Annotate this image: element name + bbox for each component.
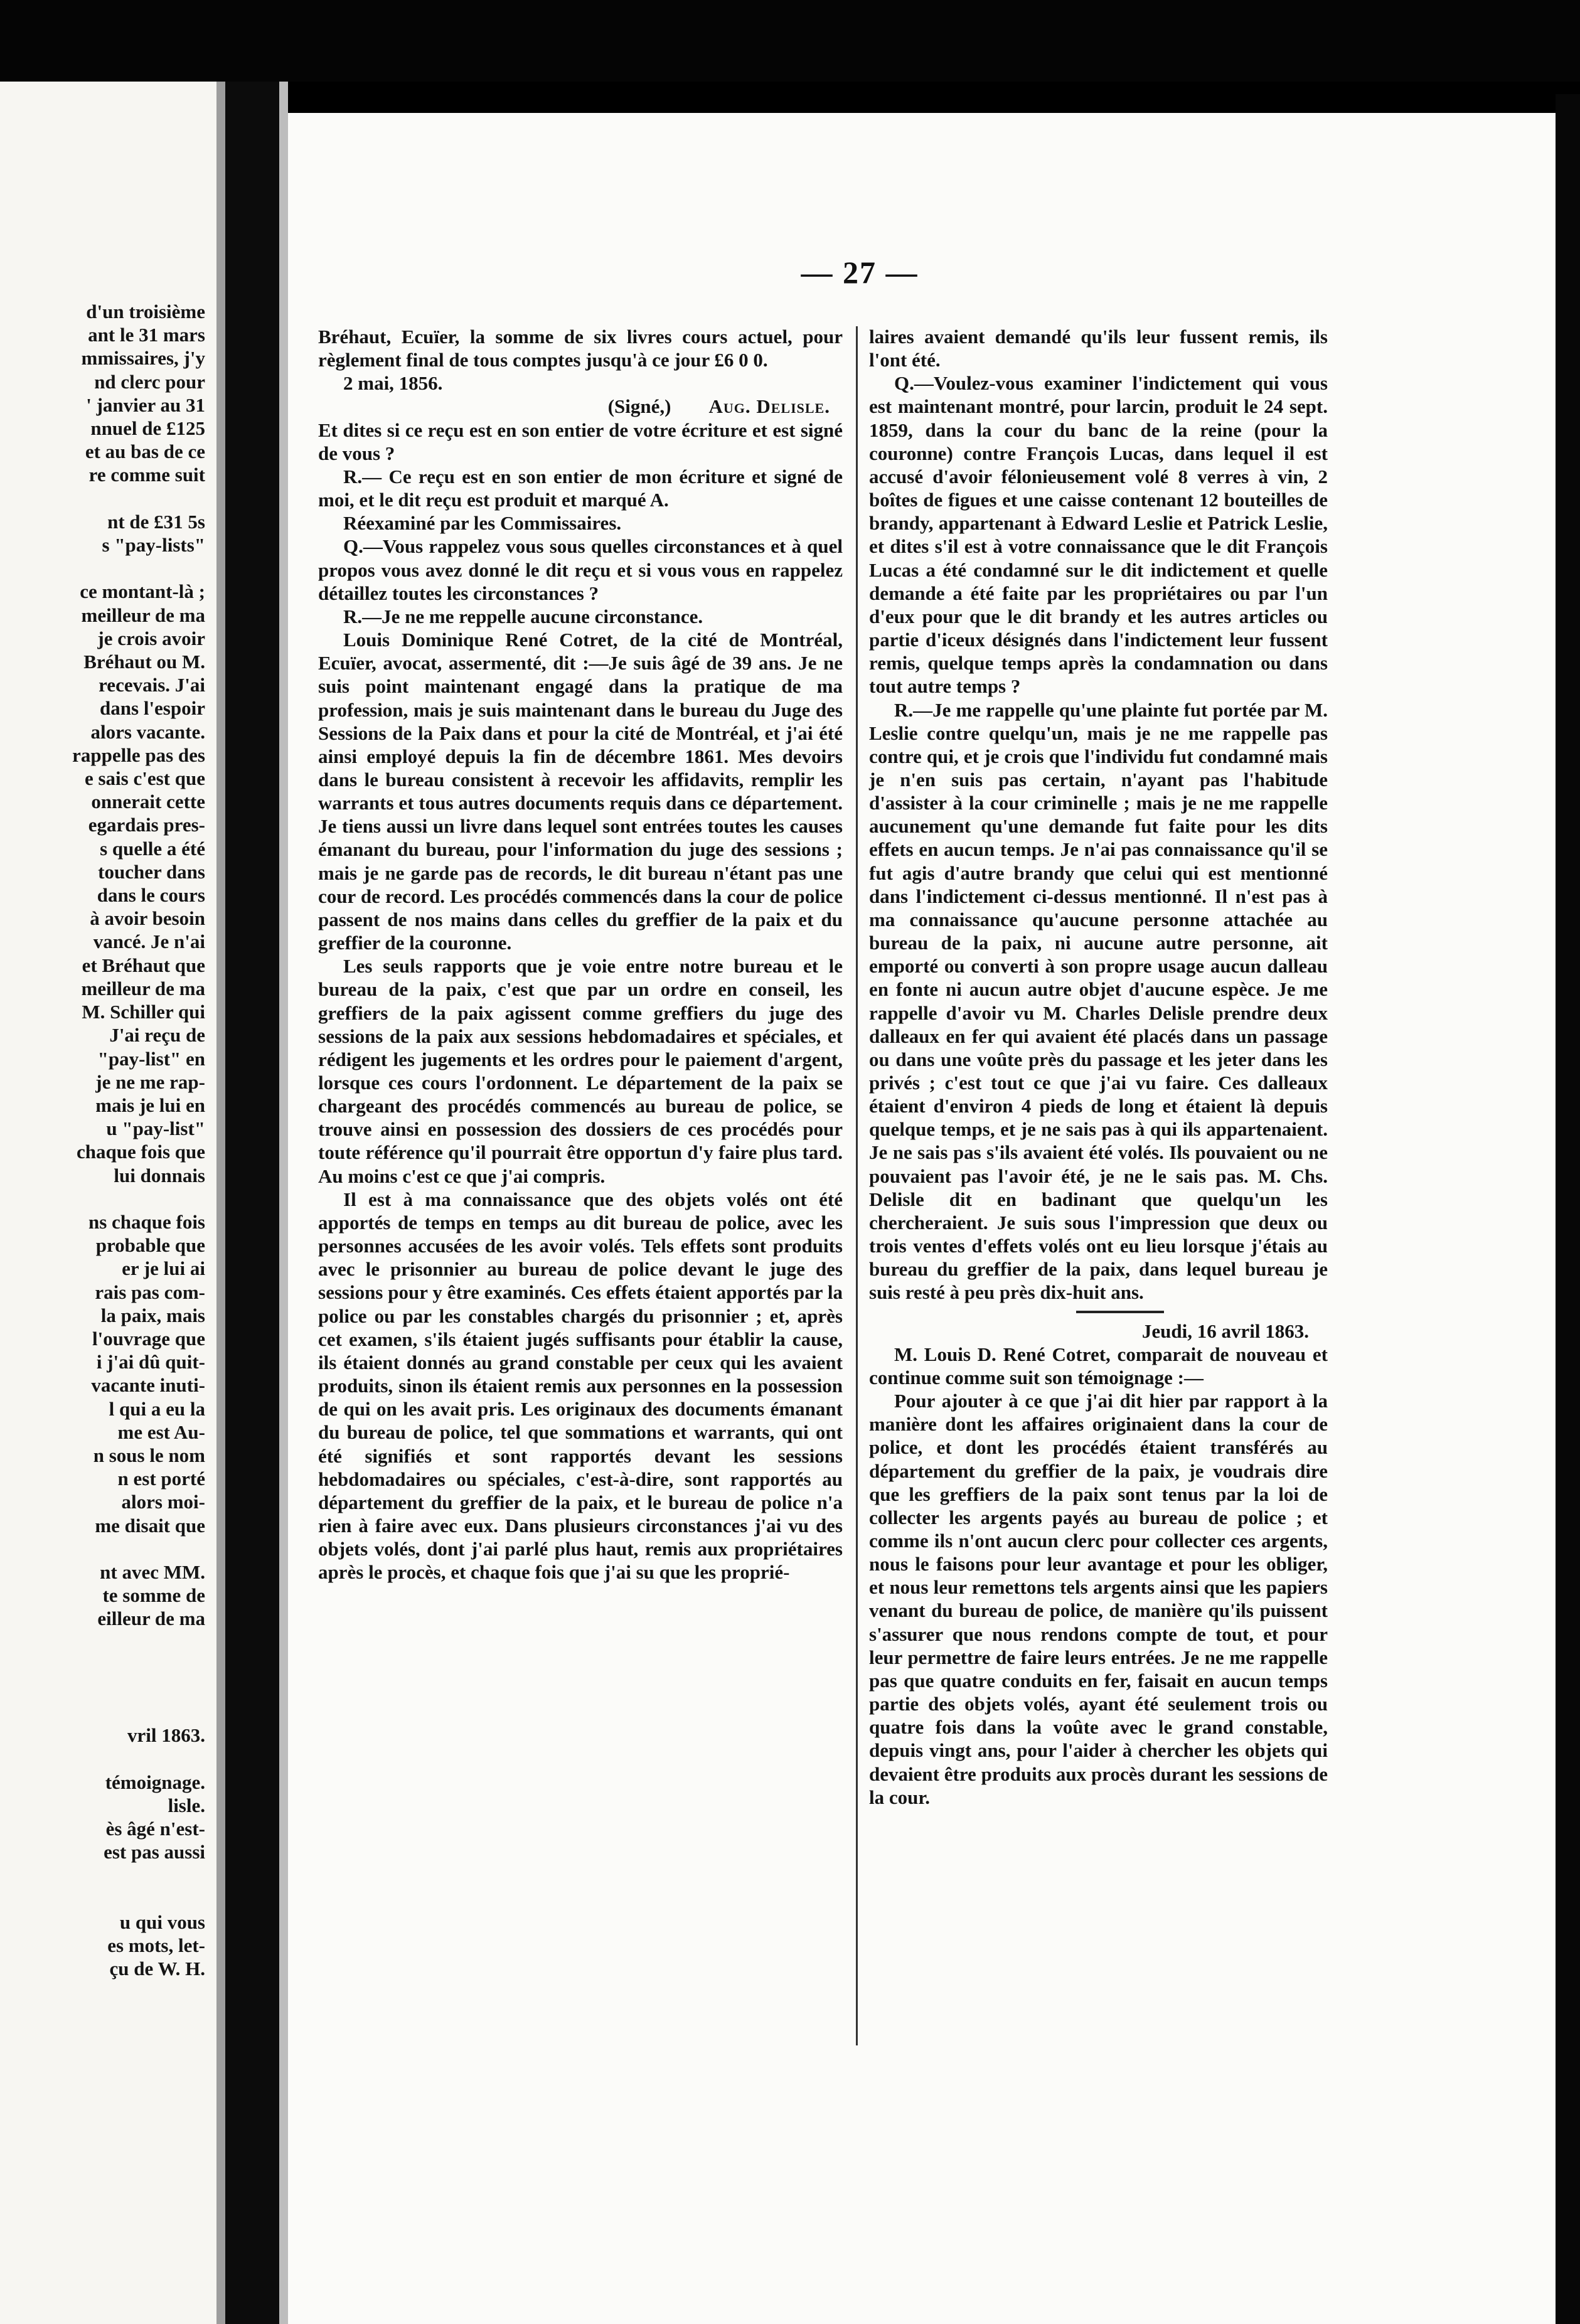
facing-page-line: recevais. J'ai <box>99 674 205 696</box>
facing-page-line: et Bréhaut que <box>82 954 205 976</box>
facing-page-line: l'ouvrage que <box>92 1327 205 1350</box>
text-column-right <box>869 325 1328 1809</box>
facing-page-line: est pas aussi <box>104 1841 205 1863</box>
question-paragraph: Q.—Vous rappelez vous sous quelles circonstances et à quel propos vous avez donné le dit reçu et si vous vous en rappelez détaillez toutes les circonstances ? <box>318 535 843 604</box>
facing-page-line: nnuel de £125 <box>90 417 205 440</box>
facing-page-line: mais je lui en <box>95 1094 205 1116</box>
answer-paragraph: R.—Je me rappelle qu'une plainte fut portée par M. Leslie contre quelqu'un, mais je ne me rappelle pas contre qui, et je crois que l'individu fut condamné mais je n'en suis pas certain, n'ayant pas l'habitude d'assister à la cour criminelle ; mais je ne me rappelle aucunement qu'une demande fut faite pour les dits effets en aucun temps. Je n'ai pas connaissance qu'il se fut agis d'autre brandy que celui qui est mentionné dans l'indictement ci-dessus mentionné. Il n'est pas à ma connaissance qu'aucune personne attachée au bureau de la paix, ni aucune autre personne, ait emporté ou converti à son propre usage aucun dalleau en fonte ni aucun autre objet d'aucune espèce. Je me rappelle d'avoir vu M. Charles Delisle prendre deux dalleaux en fer qui avaient été placés dans un passage ou dans une voûte près du passage et les jeter dans les privés ; c'est tout ce que j'ai vu faire. Ces dalleaux étaient d'environ 4 pieds de long et étaient là depuis quelque temps, et je ne sais pas à qui ils appartenaient. Je ne sais pas s'ils avaient été volés. Ils pouvaient ou ne pouvaient pas l'avoir été, je ne le sais pas. M. Chs. Delisle dit en badinant que quelqu'un les chercheraient. Je suis sous l'impression que deux ou trois ventes d'effets volés ont eu lieu lorsque j'étais au bureau du greffier de la paix, dans lequel bureau je suis resté à peu près dix-huit ans. <box>869 698 1328 1304</box>
facing-page-line: "pay-list" en <box>97 1047 205 1070</box>
facing-page-line: je ne me rap- <box>95 1070 205 1093</box>
testimony-paragraph: Les seuls rapports que je voie entre notre bureau et le bureau de la paix, c'est que par un ordre en conseil, les greffiers de la paix agissent comme greffiers du juge des sessions de la paix aux sessions hebdomadaires et spéciales, et rédigent les jugements et les ordres pour le paiement d'argent, lorsque ces cours l'ordonnent. Le département de la paix se chargeant des procédés commencés au bureau de police, se trouve ainsi en possession des dossiers de ces procédés pour toute référence qu'il pourrait être opportun d'y faire plus tard. Au moins c'est ce que j'ai compris. <box>318 955 843 1187</box>
facing-page-line: ès âgé n'est- <box>105 1818 205 1840</box>
facing-page-line: à avoir besoin <box>90 907 205 930</box>
facing-page-line: er je lui ai <box>122 1257 205 1280</box>
facing-page-line: chaque fois que <box>77 1141 205 1163</box>
facing-page-line: alors moi- <box>121 1491 205 1513</box>
testimony-paragraph: Louis Dominique René Cotret, de la cité de Montréal, Ecuïer, avocat, assermenté, dit :—Je suis âgé de 39 ans. Je ne suis point maintenant engagé dans la pratique de ma profession, mais je suis maintenant dans le bureau du Juge des Sessions de la Paix dans et pour la cité de Montréal, et j'ai été ainsi employé depuis la fin de décembre 1861. Mes devoirs dans le bureau consistent à recevoir les affidavits, remplir les warrants et tous autres documents requis dans ce département. Je tiens aussi un livre dans lequel sont entrées toutes les causes émanant du bureau, pour l'information du juge des sessions ; mais je ne garde pas de records, le dit bureau n'étant pas une cour de record. Les procédés commencés dans la cour de police passent de nos mains dans celles du greffier de la paix et du greffier de la couronne. <box>318 629 843 954</box>
facing-page-line: te somme de <box>102 1584 205 1607</box>
facing-page-line: nt avec MM. <box>100 1560 205 1583</box>
facing-page-line: n est porté <box>117 1468 205 1490</box>
section-rule <box>1076 1311 1164 1313</box>
receipt-date: 2 mai, 1856. <box>343 372 443 395</box>
facing-page-line: rappelle pas des <box>72 744 205 766</box>
facing-page-line: Bréhaut ou M. <box>83 651 205 673</box>
continuation-paragraph: laires avaient demandé qu'ils leur fussent remis, ils l'ont été. <box>869 326 1328 371</box>
column-divider <box>856 326 858 2045</box>
signed-label: (Signé,) <box>607 395 671 418</box>
facing-page-line <box>0 1187 205 1210</box>
facing-page-line: mmissaires, j'y <box>81 347 205 370</box>
facing-page-line: d'un troisième <box>86 301 205 322</box>
facing-page-line <box>0 1537 205 1560</box>
facing-page-line: me disait que <box>95 1514 205 1537</box>
facing-page-line <box>0 1631 205 1654</box>
facing-page-line: eilleur de ma <box>97 1607 205 1630</box>
facing-page-line: meilleur de ma <box>81 977 205 999</box>
facing-page-line: u qui vous <box>119 1911 205 1934</box>
facing-page-line: e sais c'est que <box>84 767 205 790</box>
facing-page-text <box>0 300 205 1981</box>
facing-page-line: s "pay-lists" <box>102 534 205 557</box>
facing-page-line: l qui a eu la <box>109 1397 205 1420</box>
facing-page-line: me est Au- <box>117 1421 205 1443</box>
facing-page-line: vril 1863. <box>127 1724 205 1747</box>
facing-page-line: meilleur de ma <box>81 604 205 626</box>
answer-paragraph: R.— Ce reçu est en son entier de mon écriture et signé de moi, et le dit reçu est produit et marqué A. <box>318 465 843 511</box>
page-edge <box>279 82 288 2324</box>
facing-page-line: alors vacante. <box>90 720 205 743</box>
facing-page-line <box>0 487 205 510</box>
facing-page-line: et au bas de ce <box>85 440 205 463</box>
scanner-background-top <box>0 0 1580 82</box>
facing-page-line: toucher dans <box>98 860 205 883</box>
page-number: — 27 — <box>801 255 919 290</box>
testimony-paragraph: Pour ajouter à ce que j'ai dit hier par rapport à la manière dont les affaires originaient dans la cour de police, et dont les procédés étaient transférés au département du greffier de la paix, je voudrais dire que les greffiers de la paix sont tenus par la loi de collecter les argents payés au bureau de police ; et comme ils n'ont aucun clerc pour collecter ces argents, nous le faisons pour leur avantage et pour les obliger, et nous leur remettons tels argents ainsi que les papiers venant du bureau de police, de manière qu'ils puissent s'assurer que nous rendons compte de tout, et pour leur permettre de faire leurs entrées. Je ne me rappelle pas que quatre conduits en fer, faisait en aucun temps partie des objets volés, ayant été seulement trois ou quatre fois dans la voûte avec le grand constable, depuis vingt ans, pour l'aider à chercher les objets qui devaient être produits aux procès durant les sessions de la cour. <box>869 1390 1328 1808</box>
facing-page-line: probable que <box>95 1234 205 1257</box>
facing-page-line: dans l'espoir <box>100 697 205 720</box>
facing-page-line: ' janvier au 31 <box>86 393 205 416</box>
facing-page-line <box>0 1747 205 1771</box>
scanner-background-right <box>1556 94 1580 2324</box>
facing-page-line: i j'ai dû quit- <box>96 1351 205 1373</box>
facing-page-line <box>0 1677 205 1700</box>
facing-page-line: lui donnais <box>114 1164 205 1186</box>
facing-page-line: lisle. <box>168 1794 205 1816</box>
section-heading: Réexaminé par les Commissaires. <box>343 512 622 535</box>
book-gutter <box>225 82 279 2324</box>
facing-page-line: egardais pres- <box>88 814 205 836</box>
facing-page-left <box>0 82 225 2324</box>
facing-page-line: es mots, let- <box>107 1934 205 1957</box>
session-date: Jeudi, 16 avril 1863. <box>1141 1319 1309 1342</box>
signature-line <box>318 395 843 418</box>
facing-page-line: je crois avoir <box>97 627 205 649</box>
facing-page-line: nd clerc pour <box>94 370 205 393</box>
facing-page-line: ant le 31 mars <box>88 324 205 346</box>
facing-page-line: M. Schiller qui <box>82 1001 205 1023</box>
signed-name: Aug. Delisle. <box>708 395 830 418</box>
facing-page-line: nt de £31 5s <box>107 510 205 533</box>
facing-page-line: n sous le nom <box>93 1444 205 1466</box>
facing-page-line: onnerait cette <box>91 791 205 813</box>
facing-page-line: rais pas com- <box>95 1281 205 1303</box>
facing-page-line: ns chaque fois <box>88 1210 205 1233</box>
facing-page-line <box>0 557 205 580</box>
question-paragraph: Q.—Voulez-vous examiner l'indictement qui vous est maintenant montré, pour larcin, produit le 24 sept. 1859, dans la cour du banc de la reine (pour la couronne) contre François Lucas, dans lequel il est accusé d'avoir félonieusement volé 8 verres à vin, 2 boîtes de figues et une caisse contenant 12 bouteilles de brandy, appartenant à Edward Leslie et Patrick Leslie, et dites s'il est à votre connaissance que le dit François Lucas a été condamné sur le dit indictement et quelle demande a été faite par les propriétaires ou par l'un d'eux pour que le dit brandy et les autres articles ou partie d'iceux désignés dans l'indictement leur fussent remis, quelque temps après la condamnation ou dans tout autre temps ? <box>869 372 1328 698</box>
text-column-left <box>318 325 843 1584</box>
facing-page-line: vacante inuti- <box>91 1374 205 1397</box>
facing-page-line: re comme suit <box>88 464 205 486</box>
receipt-text: Bréhaut, Ecuïer, la somme de six livres cours actuel, pour règlement final de tous comptes jusqu'à ce jour £6 0 0. <box>318 326 843 371</box>
facing-page-line <box>0 1887 205 1911</box>
facing-page-line: çu de W. H. <box>109 1958 205 1980</box>
testimony-paragraph: Il est à ma connaissance que des objets volés ont été apportés de temps en temps au dit bureau de police, avec les personnes accusées de les avoir volés. Tels effets sont produits avec le prisonnier au bureau de police devant le juge des sessions pour y être examinés. Ces effets étaient apportés par la police ou par les constables chargés du prisonnier ; et, après cet examen, s'ils étaient jugés suffisants pour établir la cause, ils étaient donnés au grand constable per ceux qui les avaient produits, sinon ils étaient remis aux personnes en la possession de qui on les avait pris. Les originaux des documents émanant du bureau de police, tel que sommations et warrants, qui ont été signifiés et sont rapportés devant les sessions hebdomadaires ou spéciales, c'est-à-dire, sont rapportés au département du greffier de la paix, et le bureau de police n'a rien à faire avec eux. Dans plusieurs circonstances j'ai vu des objets volés, dont j'ai parlé plus haut, remis aux propriétaires après le procès, et chaque fois que j'ai su que les proprié- <box>318 1188 843 1584</box>
facing-page-line: ce montant-là ; <box>80 580 205 603</box>
facing-page-line <box>0 1864 205 1887</box>
facing-page-line: s quelle a été <box>100 837 205 860</box>
facing-page-line: témoignage. <box>105 1771 205 1793</box>
facing-page-line: u "pay-list" <box>106 1117 205 1140</box>
facing-page-line <box>0 1654 205 1677</box>
question-paragraph: Et dites si ce reçu est en son entier de votre écriture et est signé de vous ? <box>318 418 843 464</box>
facing-page-line: J'ai reçu de <box>109 1024 205 1047</box>
facing-page-line: dans le cours <box>97 884 205 907</box>
facing-page-line: vancé. Je n'ai <box>93 930 205 953</box>
testimony-paragraph: M. Louis D. René Cotret, comparait de nouveau et continue comme suit son témoignage :— <box>869 1343 1328 1389</box>
facing-page-line: la paix, mais <box>100 1304 205 1326</box>
facing-page-line <box>0 1700 205 1724</box>
answer-paragraph: R.—Je ne me reppelle aucune circonstance. <box>343 605 703 627</box>
